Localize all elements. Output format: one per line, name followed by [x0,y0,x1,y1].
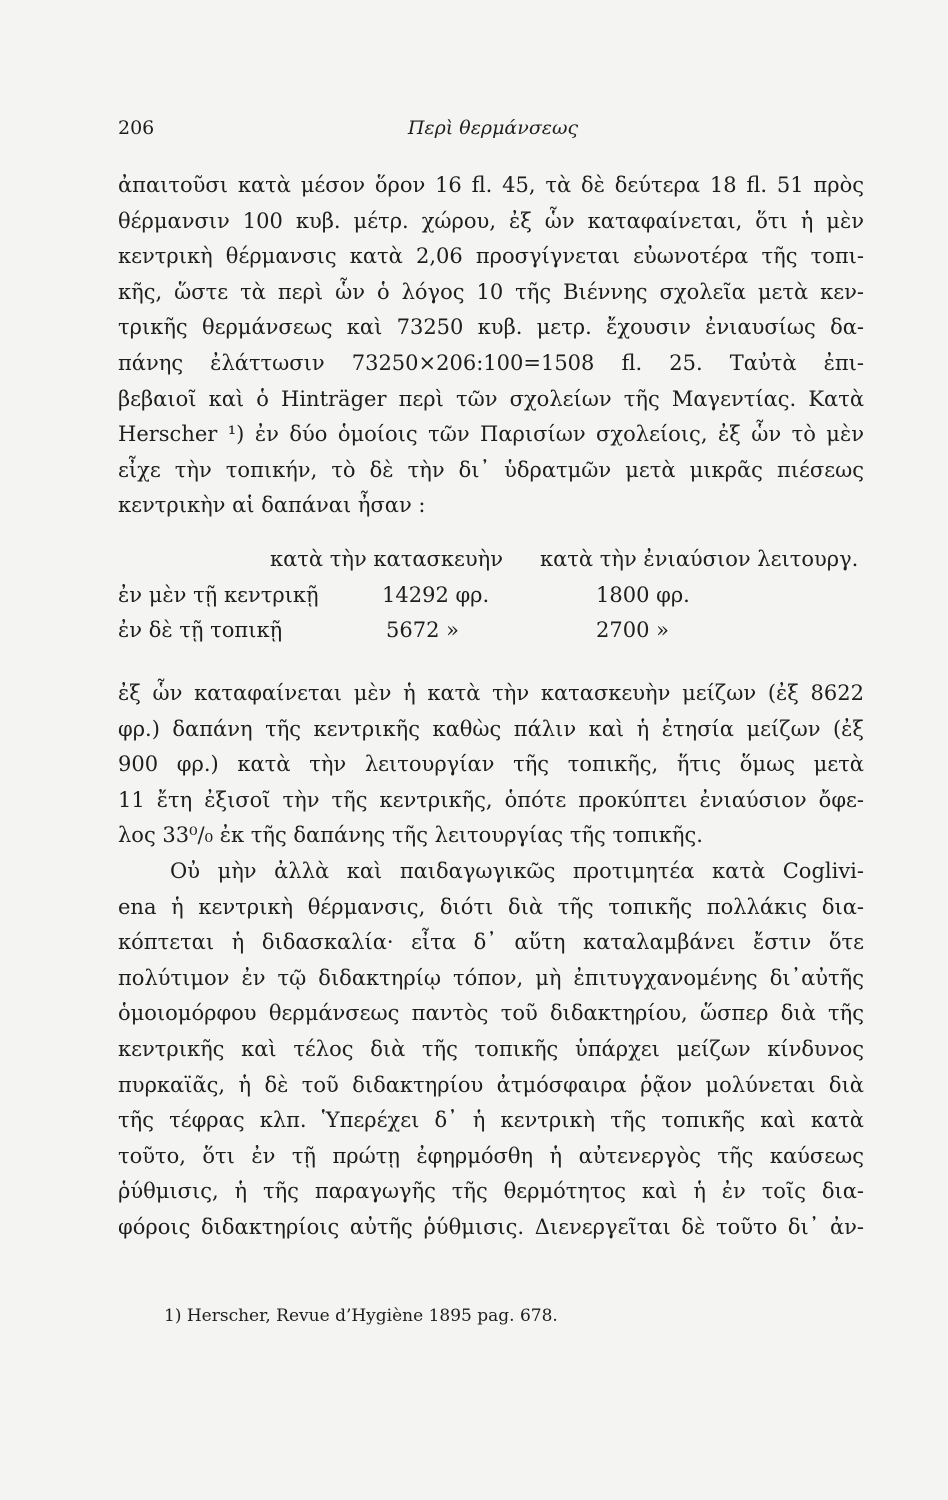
running-title: Περὶ θερμάνσεως [407,117,579,139]
text-line: κεντρικῆς καὶ τέλος διὰ τῆς τοπικῆς ὑπάρχει μείζων κίνδυνος [118,1036,864,1061]
annual-cost: 2700 » [596,618,669,643]
text-line: ῥύθμισις, ἡ τῆς παραγωγῆς τῆς θερμότητος καὶ ἡ ἐν τοῖς δια- [118,1179,864,1204]
text-line: πολύτιμον ἐν τῷ διδακτηρίῳ τόπον, μὴ ἐπιτυγχανομένης δι᾽αὐτῆς [118,965,864,990]
text-line: κῆς, ὥστε τὰ περὶ ὧν ὁ λόγος 10 τῆς Βιέννης σχολεῖα μετὰ κεν- [118,279,864,304]
paragraph-1 [118,168,864,524]
text-line: εἶχε τὴν τοπικήν, τὸ δὲ τὴν δι᾽ ὑδρατμῶν μετὰ μικρᾶς πιέσεως [118,457,864,482]
table-row [118,578,878,614]
text-line: ἀπαιτοῦσι κατὰ μέσον ὅρον 16 fl. 45, τὰ δὲ δεύτερα 18 fl. 51 πρὸς [118,173,864,197]
column-header-annual: κατὰ τὴν ἐνιαύσιον λειτουργ. [540,547,859,571]
text-line: κεντρικὴν αἱ δαπάναι ἦσαν : [118,493,426,518]
text-line: ena ἡ κεντρικὴ θέρμανσις, διότι διὰ τῆς τοπικῆς πολλάκις δια- [118,894,864,919]
text-line: κεντρικὴ θέρμανσις κατὰ 2,06 προσγίγνεται εὐωνοτέρα τῆς τοπι- [118,244,864,269]
construction-cost: 14292 φρ. [382,582,490,607]
text-line: φρ.) δαπάνη τῆς κεντρικῆς καθὼς πάλιν καὶ ἡ ἐτησία μείζων (ἐξ [118,716,864,741]
text-line: Herscher ¹) ἐν δύο ὁμοίοις τῶν Παρισίων σχολείοις, ἐξ ὧν τὸ μὲν [118,422,864,447]
text-line: πυρκαϊᾶς, ἡ δὲ τοῦ διδακτηρίου ἀτμόσφαιρα ῥᾷον μολύνεται διὰ [118,1072,864,1097]
page-number: 206 [118,117,155,139]
text-line: τῆς τέφρας κλπ. Ὑπερέχει δ᾽ ἡ κεντρικὴ τῆς τοπικῆς καὶ κατὰ [118,1108,864,1133]
text-line: λος 33⁰/₀ ἐκ τῆς δαπάνης τῆς λειτουργίας τῆς τοπικῆς. [118,823,703,848]
construction-cost: 5672 » [386,618,459,643]
text-line: πάνης ἐλάττωσιν 73250×206:100=1508 fl. 25. Ταὐτὰ ἐπι- [118,350,864,375]
table-header-row [118,542,878,578]
text-line: βεβαιοῖ καὶ ὁ Hinträger περὶ τῶν σχολείων τῆς Μαγεντίας. Κατὰ [118,386,864,411]
page-header [118,117,868,147]
row-label: ἐν δὲ τῇ τοπικῇ [118,618,283,643]
text-line: 900 φρ.) κατὰ τὴν λειτουργίαν τῆς τοπικῆς, ἥτις ὅμως μετὰ [118,752,864,777]
text-line: θέρμανσιν 100 κυβ. μέτρ. χώρου, ἐξ ὧν καταφαίνεται, ὅτι ἡ μὲν [118,208,864,233]
footnote: 1) Herscher, Revue d’Hygiène 1895 pag. 678. [164,1306,558,1326]
text-line: ὁμοιομόρφου θερμάνσεως παντὸς τοῦ διδακτηρίου, ὥσπερ διὰ τῆς [118,1001,864,1026]
paragraph-2-and-3 [118,676,864,1246]
row-label: ἐν μὲν τῇ κεντρικῇ [118,582,319,607]
text-line: 11 ἔτη ἐξισοῖ τὴν τῆς κεντρικῆς, ὁπότε προκύπτει ἐνιαύσιον ὄφε- [118,787,864,812]
table-row [118,613,878,649]
text-line: Οὐ μὴν ἀλλὰ καὶ παιδαγωγικῶς προτιμητέα κατὰ Coglivi- [170,858,864,883]
annual-cost: 1800 φρ. [596,582,690,607]
text-line: κόπτεται ἡ διδασκαλία· εἶτα δ᾽ αὕτη καταλαμβάνει ἔστιν ὅτε [118,930,864,955]
text-line: τοῦτο, ὅτι ἐν τῇ πρώτῃ ἐφηρμόσθη ἡ αὐτενεργὸς τῆς καύσεως [118,1143,864,1168]
column-header-construction: κατὰ τὴν κατασκευὴν [270,547,503,571]
text-line: φόροις διδακτηρίοις αὐτῆς ῥύθμισις. Διενεργεῖται δὲ τοῦτο δι᾽ ἀν- [118,1214,864,1239]
cost-table [118,542,878,649]
text-line: ἐξ ὧν καταφαίνεται μὲν ἡ κατὰ τὴν κατασκευὴν μείζων (ἐξ 8622 [118,681,864,705]
text-line: τρικῆς θερμάνσεως καὶ 73250 κυβ. μετρ. ἔχουσιν ἐνιαυσίως δα- [118,315,864,340]
